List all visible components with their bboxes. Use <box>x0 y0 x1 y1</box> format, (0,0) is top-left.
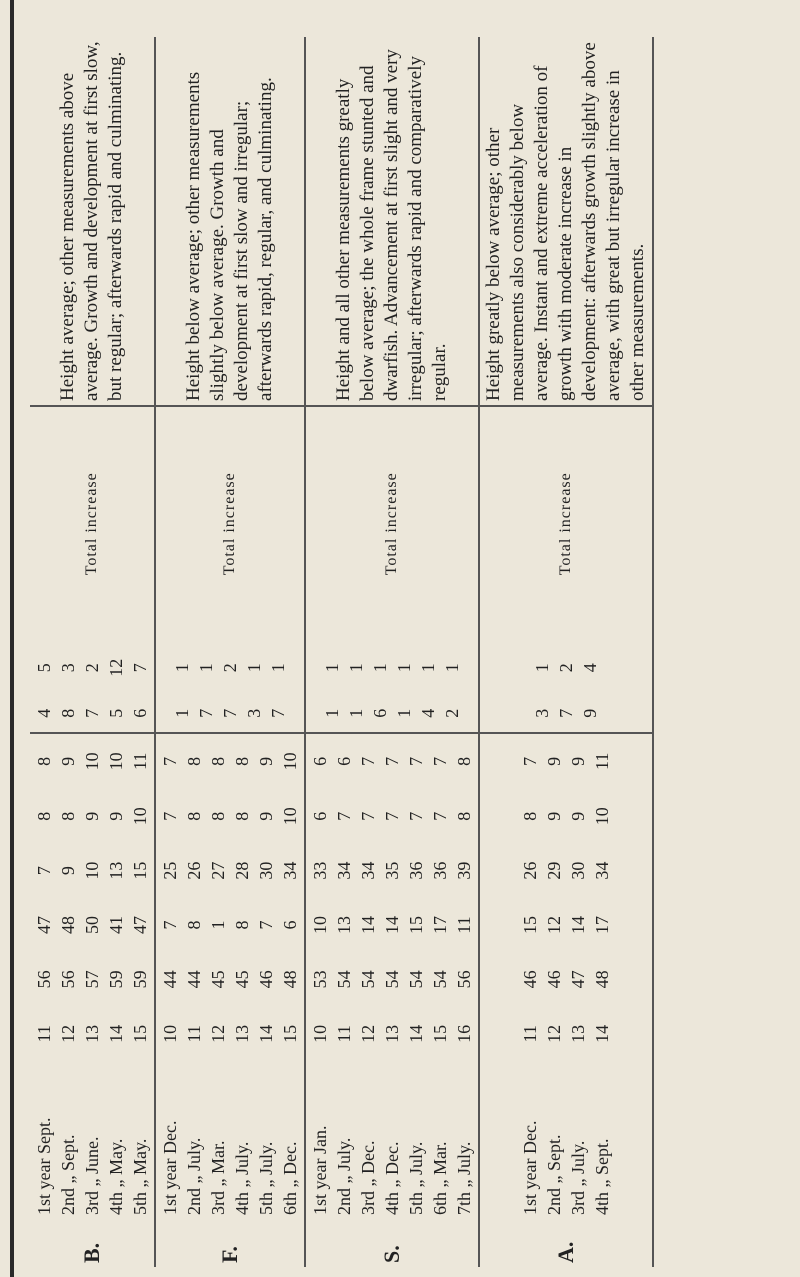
ages: 11 12 13 14 15 <box>34 1024 150 1043</box>
measure-3: 8 9 10 10 11 <box>34 752 150 771</box>
group-description: Height greatly below average; other measurements also considerably below average. Instant and extreme acceleration of growth with moderate increase in development: afterwards growth slightly above average, with great but irregular increase in other measurements. <box>479 37 653 406</box>
measure-3: 7 9 9 11 <box>520 752 612 770</box>
total-increase-label: Total increase <box>383 472 400 576</box>
ages: 10 11 12 13 14 15 <box>160 1024 300 1043</box>
heights: 53 54 54 54 54 54 56 <box>310 970 474 989</box>
increase-1: 4 8 7 5 6 <box>30 695 155 733</box>
group-label: F. <box>217 1246 242 1263</box>
total-increase-label: Total increase <box>83 472 100 576</box>
group-description: Height and all other measurements greatly below average; the whole frame stunted and dwarfish. Advancement at first slight and very irregular; afterwards rapid and comparatively regular. <box>305 37 479 406</box>
measure-2: 6 7 7 7 7 7 8 <box>310 811 474 821</box>
group-label: B. <box>79 1242 104 1263</box>
measure-2: 7 8 8 8 9 10 <box>160 807 300 826</box>
measure-2: 8 9 9 10 <box>520 807 612 826</box>
measure-2: 8 8 9 9 10 <box>34 807 150 826</box>
group-description: Height average; other measurements above average. Growth and development at first slow, but regular; afterwards rapid and culminating. <box>30 37 155 406</box>
increase-2: 1 1 1 1 1 1 <box>322 663 462 673</box>
heights: 44 44 45 45 46 48 <box>160 970 300 989</box>
observation-dates: 1st year Sept. 2nd „ Sept. 3rd „ June. 4th „ May. 5th „ May. <box>34 1117 150 1215</box>
measure-1: 25 26 27 28 30 34 <box>160 861 300 880</box>
ages: 11 12 13 14 <box>520 1024 612 1043</box>
observation-dates: 1st year Dec. 2nd „ Sept. 3rd „ July. 4th „ Sept. <box>520 1120 612 1215</box>
increase-2: 1 2 4 <box>532 663 600 673</box>
heights: 56 56 57 59 59 <box>34 970 150 989</box>
measure-1: 33 34 34 35 36 36 39 <box>310 861 474 880</box>
observation-dates: 1st year Jan. 2nd „ July. 3rd „ Dec. 4th „ Dec. 5th „ July. 6th „ Mar. 7th „ July. <box>310 1125 474 1215</box>
weights: 15 12 14 17 <box>520 916 612 935</box>
heights: 46 46 47 48 <box>520 970 612 989</box>
increase-1: 1 7 7 3 7 <box>155 695 305 733</box>
total-increase-label: Total increase <box>557 472 574 576</box>
weights: 47 48 50 41 47 <box>34 916 150 935</box>
increase-2: 5 3 2 12 7 <box>34 658 150 677</box>
group-row-f <box>155 37 305 1267</box>
total-increase-label: Total increase <box>221 472 238 576</box>
weights: 7 8 1 8 7 6 <box>160 920 300 930</box>
observation-dates: 1st year Dec. 2nd „ July. 3rd „ Mar. 4th „ July. 5th „ July. 6th „ Dec. <box>160 1120 300 1215</box>
increase-1: 1 1 6 1 4 2 <box>305 695 479 733</box>
group-row-b <box>30 37 155 1267</box>
measure-1: 26 29 30 34 <box>520 861 612 880</box>
ages: 10 11 12 13 14 15 16 <box>310 1024 474 1043</box>
growth-table <box>30 37 654 1267</box>
increase-1: 3 7 9 <box>479 695 653 733</box>
group-label: A. <box>553 1241 578 1263</box>
weights: 10 13 14 14 15 17 11 <box>310 916 474 935</box>
group-row-a <box>479 37 653 1267</box>
page-edge-rule <box>10 0 14 1277</box>
measure-3: 7 8 8 8 9 10 <box>160 752 300 771</box>
increase-2: 1 1 2 1 1 <box>172 663 288 673</box>
measure-3: 6 6 7 7 7 7 8 <box>310 756 474 766</box>
group-label: S. <box>379 1245 404 1263</box>
group-row-s <box>305 37 479 1267</box>
measure-1: 7 9 10 13 15 <box>34 861 150 880</box>
group-description: Height below average; other measurements slightly below average. Growth and development at first slow and irregular; afterwards rapid, regular, and culminating. <box>155 37 305 406</box>
